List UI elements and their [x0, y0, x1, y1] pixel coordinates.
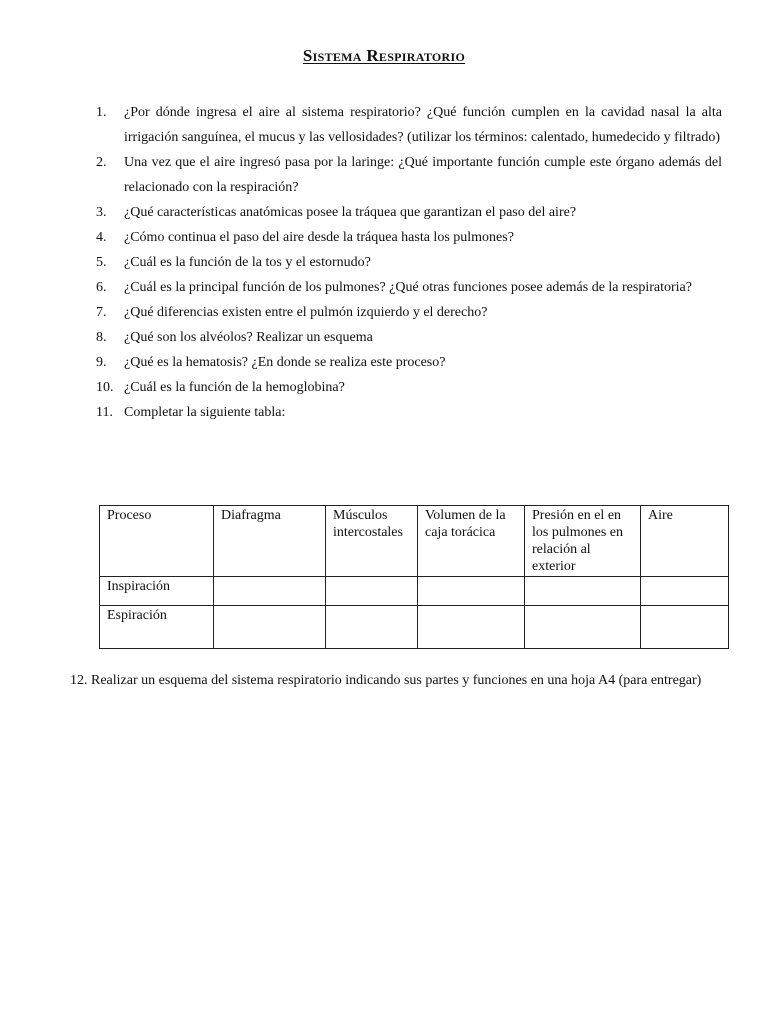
question-item	[96, 375, 722, 400]
question-item	[96, 325, 722, 350]
question-number: 5.	[96, 255, 107, 270]
table-header-cell: Aire	[641, 506, 729, 577]
question-text: Una vez que el aire ingresó pasa por la laringe: ¿Qué importante función cumple este órgano además del relacionado con la respiración?	[124, 155, 722, 195]
question-number: 2.	[96, 155, 107, 170]
question-number: 1.	[96, 105, 107, 120]
question-text: Completar la siguiente tabla:	[124, 405, 286, 420]
table-cell[interactable]	[641, 606, 729, 649]
table-row	[100, 577, 729, 606]
table-header-cell: Músculos intercostales	[326, 506, 418, 577]
question-text: ¿Qué son los alvéolos? Realizar un esquema	[124, 330, 373, 345]
table-cell[interactable]	[641, 577, 729, 606]
table-header-cell: Diafragma	[214, 506, 326, 577]
question-number: 7.	[96, 305, 107, 320]
question-item	[96, 400, 722, 425]
question-item	[96, 250, 722, 275]
table-cell[interactable]	[326, 606, 418, 649]
table-row	[100, 606, 729, 649]
table-header-cell: Proceso	[100, 506, 214, 577]
table-cell[interactable]	[214, 577, 326, 606]
page-title: Sistema Respiratorio	[302, 46, 466, 65]
breathing-process-table-wrap	[99, 505, 729, 649]
table-cell[interactable]	[418, 577, 525, 606]
question-item	[96, 300, 722, 325]
question-number: 10.	[96, 380, 114, 395]
question-text: ¿Qué diferencias existen entre el pulmón izquierdo y el derecho?	[124, 305, 488, 320]
question-number: 3.	[96, 205, 107, 220]
question-text: ¿Qué características anatómicas posee la tráquea que garantizan el paso del aire?	[124, 205, 577, 220]
question-number: 11.	[96, 405, 113, 420]
question-item	[96, 275, 722, 300]
table-header-cell: Presión en el en los pulmones en relación al exterior	[525, 506, 641, 577]
table-header-cell: Volumen de la caja torácica	[418, 506, 525, 577]
table-cell[interactable]	[418, 606, 525, 649]
question-text: ¿Cuál es la función de la tos y el estornudo?	[124, 255, 371, 270]
question-text: ¿Cómo continua el paso del aire desde la tráquea hasta los pulmones?	[124, 230, 514, 245]
question-item	[96, 150, 722, 200]
question-text: ¿Cuál es la función de la hemoglobina?	[124, 380, 345, 395]
question-number: 9.	[96, 355, 107, 370]
question-item	[96, 225, 722, 250]
table-cell[interactable]	[214, 606, 326, 649]
question-text: ¿Por dónde ingresa el aire al sistema respiratorio? ¿Qué función cumplen en la cavidad nasal la alta irrigación sanguínea, el mucus y las vellosidades? (utilizar los términos: calentado, humedecido y filtrado)	[124, 105, 722, 145]
table-cell[interactable]	[525, 606, 641, 649]
question-item	[96, 100, 722, 150]
question-text: ¿Qué es la hematosis? ¿En donde se realiza este proceso?	[124, 355, 446, 370]
table-cell[interactable]	[525, 577, 641, 606]
table-cell: Espiración	[100, 606, 214, 649]
question-number: 8.	[96, 330, 107, 345]
breathing-process-table	[99, 505, 729, 649]
table-cell: Inspiración	[100, 577, 214, 606]
table-header-row	[100, 506, 729, 577]
question-list	[96, 100, 722, 425]
question-item	[96, 350, 722, 375]
final-instruction: 12. Realizar un esquema del sistema respiratorio indicando sus partes y funciones en una hoja A4 (para entregar)	[70, 673, 702, 688]
question-item	[96, 200, 722, 225]
question-number: 6.	[96, 280, 107, 295]
question-number: 4.	[96, 230, 107, 245]
question-text: ¿Cuál es la principal función de los pulmones? ¿Qué otras funciones posee además de la respiratoria?	[124, 280, 692, 295]
table-cell[interactable]	[326, 577, 418, 606]
